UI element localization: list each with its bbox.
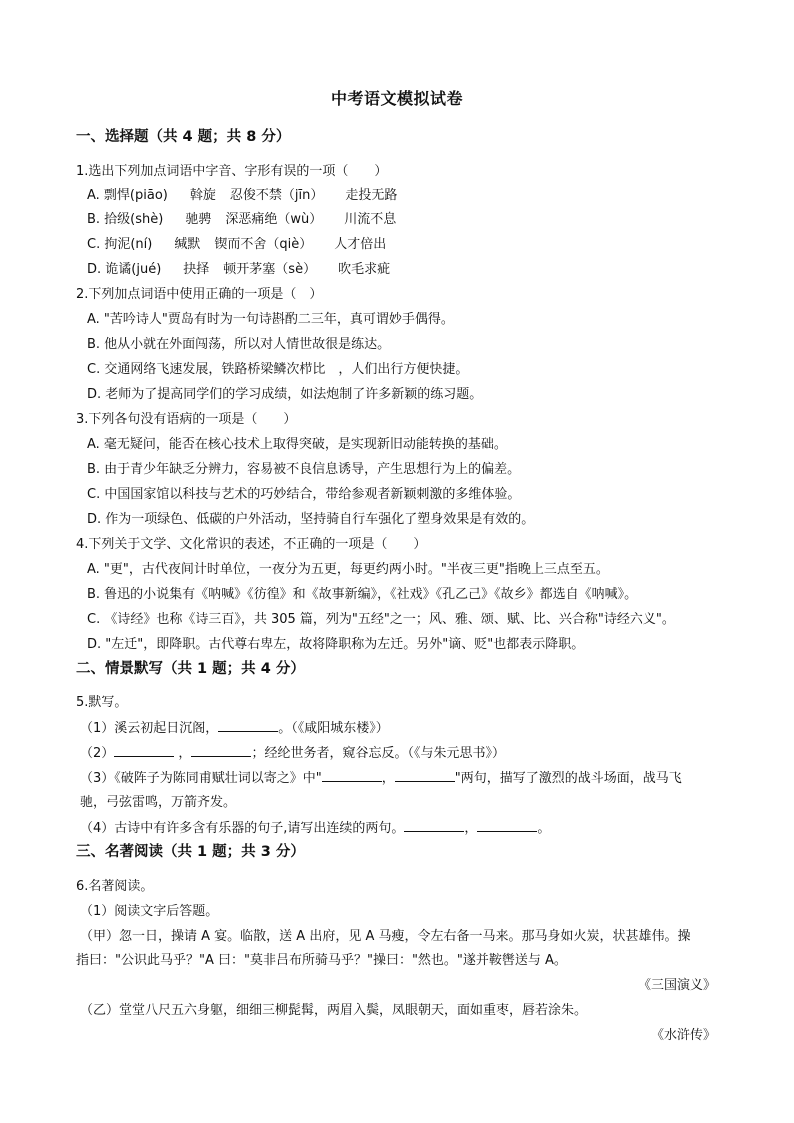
q4-stem: 4.下列关于文学、文化常识的表述，不正确的一项是（ ） bbox=[76, 537, 427, 552]
section-2-heading: 二、情景默写（共 1 题；共 4 分） bbox=[76, 661, 305, 677]
q1-option-a: A. 剽悍(piāo) 斡旋 忍俊不禁（jīn） 走投无路 bbox=[87, 188, 398, 203]
answer-blank[interactable] bbox=[218, 719, 278, 732]
q5-line-4: （4）古诗中有许多含有乐器的句子,请写出连续的两句。 ， 。 bbox=[80, 821, 551, 836]
q3-option-b: B. 由于青少年缺乏分辨力，容易被不良信息诱导，产生思想行为上的偏差。 bbox=[87, 462, 521, 477]
q2-option-a: A. "苦吟诗人"贾岛有时为一句诗斟酌二三年，真可谓妙手偶得。 bbox=[87, 312, 454, 327]
q3-option-a: A. 毫无疑问，能否在核心技术上取得突破，是实现新旧动能转换的基础。 bbox=[87, 437, 507, 452]
q1-stem: 1.选出下列加点词语中字音、字形有误的一项（ ） bbox=[76, 164, 388, 179]
q4-option-b: B. 鲁迅的小说集有《呐喊》《彷徨》和《故事新编》，《社戏》《孔乙己》《故乡》都选自《呐喊》。 bbox=[87, 587, 638, 602]
q6-sub-1: （1）阅读文字后答题。 bbox=[80, 904, 219, 919]
q1-option-c: C. 拘泥(ní) 缄默 锲而不舍（qiè） 人才倍出 bbox=[87, 237, 387, 252]
q6-passage-yi: （乙）堂堂八尺五六身躯，细细三柳髭髯，两眉入鬓，凤眼朝天，面如重枣，唇若涂朱。 bbox=[80, 1003, 588, 1018]
q3-option-c: C. 中国国家馆以科技与艺术的巧妙结合，带给参观者新颖刺激的多维体验。 bbox=[87, 487, 521, 502]
section-3-heading: 三、名著阅读（共 1 题；共 3 分） bbox=[76, 844, 305, 860]
answer-blank[interactable] bbox=[191, 744, 251, 757]
q5-line-2: （2） ， ；经纶世务者，窥谷忘反。（《与朱元思书》） bbox=[80, 746, 505, 761]
q6-source-1: 《三国演义》 bbox=[637, 978, 716, 993]
section-1-heading: 一、选择题（共 4 题；共 8 分） bbox=[76, 129, 291, 145]
q4-option-a: A. "更"，古代夜间计时单位，一夜分为五更，每更约两小时。"半夜三更"指晚上三点至五。 bbox=[87, 562, 609, 577]
q6-passage-jia-line-2: 指曰："公识此马乎？"A 曰："莫非吕布所骑马乎？"操曰："然也。"遂并鞍辔送与 A。 bbox=[76, 953, 567, 968]
q2-option-b: B. 他从小就在外面闯荡，所以对人情世故很是练达。 bbox=[87, 337, 391, 352]
q5-line-3-cont: 驰，弓弦雷鸣，万箭齐发。 bbox=[80, 795, 237, 810]
answer-blank[interactable] bbox=[404, 819, 464, 832]
q6-stem: 6.名著阅读。 bbox=[76, 879, 154, 894]
q2-option-c: C. 交通网络飞速发展，铁路桥梁鳞次栉比 ，人们出行方便快捷。 bbox=[87, 362, 469, 377]
q1-option-d: D. 诡谲(jué) 抉择 顿开茅塞（sè） 吹毛求疵 bbox=[87, 262, 391, 277]
q1-option-b: B. 拾级(shè) 驰骋 深恶痛绝（wù） 川流不息 bbox=[87, 212, 397, 227]
q4-option-d: D. "左迁"，即降职。古代尊右卑左，故将降职称为左迁。另外"谪、贬"也都表示降职。 bbox=[87, 637, 585, 652]
q6-passage-jia-line-1: （甲）忽一日，操请 A 宴。临散，送 A 出府，见 A 马瘦，令左右备一马来。那马身如火炭，状甚雄伟。操 bbox=[80, 929, 691, 944]
answer-blank[interactable] bbox=[477, 819, 537, 832]
q5-line-3: （3）《破阵子为陈同甫赋壮词以寄之》中" ， "两句，描写了激烈的战斗场面，战马飞 bbox=[80, 771, 682, 786]
q2-stem: 2.下列加点词语中使用正确的一项是（ ） bbox=[76, 287, 323, 302]
q6-source-2: 《水浒传》 bbox=[650, 1028, 716, 1043]
answer-blank[interactable] bbox=[395, 769, 455, 782]
q2-option-d: D. 老师为了提高同学们的学习成绩，如法炮制了许多新颖的练习题。 bbox=[87, 387, 483, 402]
answer-blank[interactable] bbox=[322, 769, 382, 782]
q4-option-c: C. 《诗经》也称《诗三百》，共 305 篇，列为"五经"之一；风、雅、颂、赋、比、兴合称"诗经六义"。 bbox=[87, 612, 675, 627]
q5-line-1: （1）溪云初起日沉阁， 。（《咸阳城东楼》） bbox=[80, 721, 389, 736]
answer-blank[interactable] bbox=[114, 744, 174, 757]
q3-option-d: D. 作为一项绿色、低碳的户外活动，坚持骑自行车强化了塑身效果是有效的。 bbox=[87, 512, 535, 527]
q3-stem: 3.下列各句没有语病的一项是（ ） bbox=[76, 412, 297, 427]
page-title: 中考语文模拟试卷 bbox=[330, 89, 463, 108]
q5-stem: 5.默写。 bbox=[76, 695, 128, 710]
